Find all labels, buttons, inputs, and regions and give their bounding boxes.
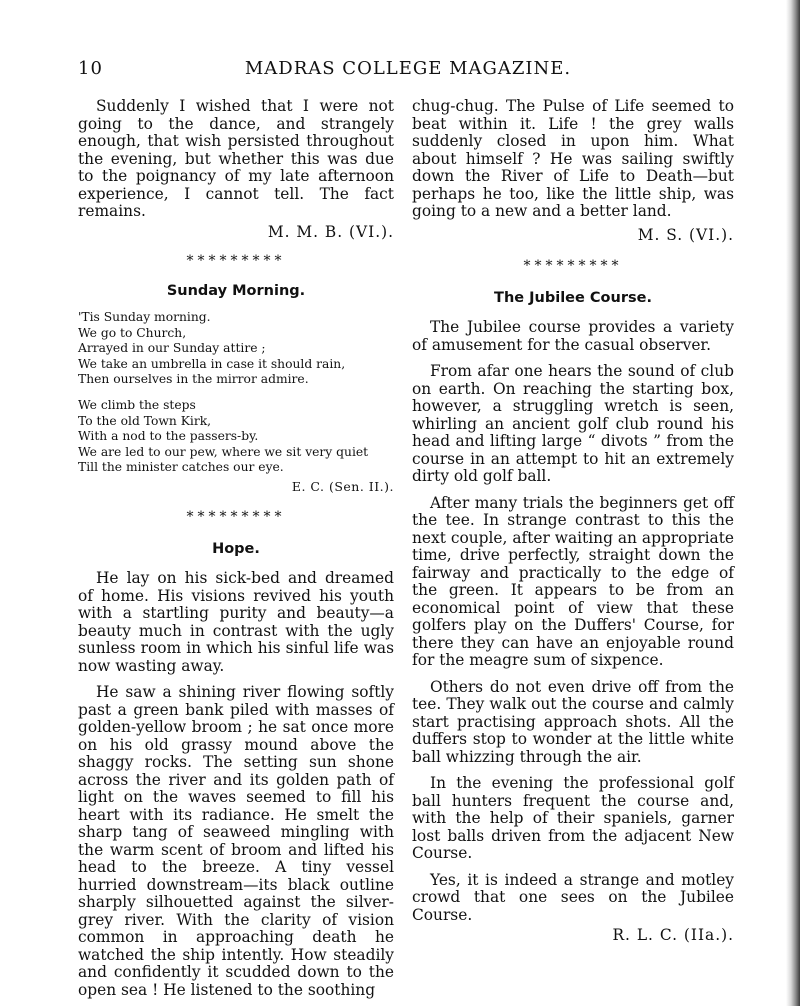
- jubilee-paragraph: The Jubilee course provides a variety of amusement for the casual observer.: [412, 318, 734, 354]
- page-header: [78, 58, 738, 82]
- poem-line: We climb the steps: [78, 397, 196, 412]
- poem-line: Then ourselves in the mirror admire.: [78, 372, 309, 387]
- poem-line: Till the minister catches our eye.: [78, 460, 284, 475]
- jubilee-paragraph: In the evening the professional golf ball hunters frequent the course and, with the help of their spaniels, garner lost balls driven from the adjacent New Course.: [412, 774, 734, 862]
- poem-line: We go to Church,: [78, 325, 187, 340]
- poem-line: 'Tis Sunday morning.: [78, 310, 211, 324]
- intro-signature: M. M. B. (VI.).: [267, 222, 394, 241]
- page-number: 10: [78, 58, 103, 79]
- jubilee-heading: The Jubilee Course.: [494, 289, 652, 306]
- jubilee-signature: R. L. C. (IIa.).: [612, 926, 734, 944]
- section-divider: *********: [523, 258, 623, 274]
- section-divider: *********: [186, 509, 286, 526]
- jubilee-paragraph: Others do not even drive off from the tee. They walk out the course and calmly start practising approach shots. All the duffers stop to wonder at the little white ball whizzing through the air.: [412, 677, 734, 766]
- poem-heading: Sunday Morning.: [166, 282, 306, 299]
- jubilee-paragraph: From afar one hears the sound of club on earth. On reaching the starting box, however, a struggling wretch is seen, whirling an ancient golf club round his head and lifting large “ divots ” from the course in an attempt to hit an extremely dirty old golf ball.: [412, 362, 734, 485]
- right-column: [412, 98, 734, 945]
- jubilee-paragraph: After many trials the beginners get off the tee. In strange contrast to this the next couple, after waiting an appropriate time, drive perfectly, straight down the fairway and practically to the edge of the green. It appears to be from an economical point of view that these golfers play on the Duffers' Course, for there they can have an enjoyable round for the meagre sum of sixpence.: [412, 493, 734, 669]
- poem-stanza: [78, 310, 394, 388]
- running-title: MADRAS COLLEGE MAGAZINE.: [244, 58, 572, 79]
- hope-signature: M. S. (VI.).: [637, 225, 734, 244]
- hope-paragraph: He saw a shining river flowing softly past a green bank piled with masses of golden-yellow broom ; he sat once more on his old grassy mound above the shaggy rocks. The setting sun shone across the river and its golden path of light on the waves seemed to fill his heart with its radiance. He smelt the sharp tang of seaweed mingling with the warm scent of broom and lifted his head to the breeze. A tiny vessel hurried downstream—its black outline sharply silhouetted against the silver-grey river. With the clarity of vision common in approaching death he watched the ship intently. How steadily and confidently it scudded down to the open sea ! He listened to the soothing: [78, 683, 394, 999]
- hope-paragraph: He lay on his sick-bed and dreamed of home. His visions revived his youth with a startling purity and beauty—a beauty much in contrast with the ugly sunless room in which his sinful life was now wasting away.: [78, 569, 394, 675]
- jubilee-paragraph: Yes, it is indeed a strange and motley crowd that one sees on the Jubilee Course.: [412, 870, 734, 924]
- hope-continued-paragraph: chug-chug. The Pulse of Life seemed to beat within it. Life ! the grey walls suddenly closed in upon him. What about himself ? He was sailing swiftly down the River of Life to Death—but perhaps he too, like the little ship, was going to a new and a better land.: [412, 97, 734, 220]
- left-column: [78, 98, 394, 999]
- poem-line: With a nod to the passers-by.: [78, 429, 259, 444]
- poem-line: We are led to our pew, where we sit very quiet: [78, 444, 369, 459]
- poem-line: We take an umbrella in case it should rain,: [78, 356, 346, 371]
- section-divider: *********: [186, 253, 286, 269]
- poem-stanza: [78, 398, 394, 476]
- intro-paragraph: Suddenly I wished that I were not going to the dance, and strangely enough, that wish persisted throughout the evening, but whether this was due to the poignancy of my late afternoon experience, I cannot tell. The fact remains.: [78, 97, 394, 220]
- poem-line: Arrayed in our Sunday attire ;: [78, 341, 266, 356]
- poem-signature: E. C. (Sen. II.).: [291, 478, 394, 494]
- hope-heading: Hope.: [212, 540, 260, 557]
- poem-body: [78, 310, 394, 476]
- poem-line: To the old Town Kirk,: [78, 413, 212, 428]
- page-edge-shadow: [786, 0, 800, 1006]
